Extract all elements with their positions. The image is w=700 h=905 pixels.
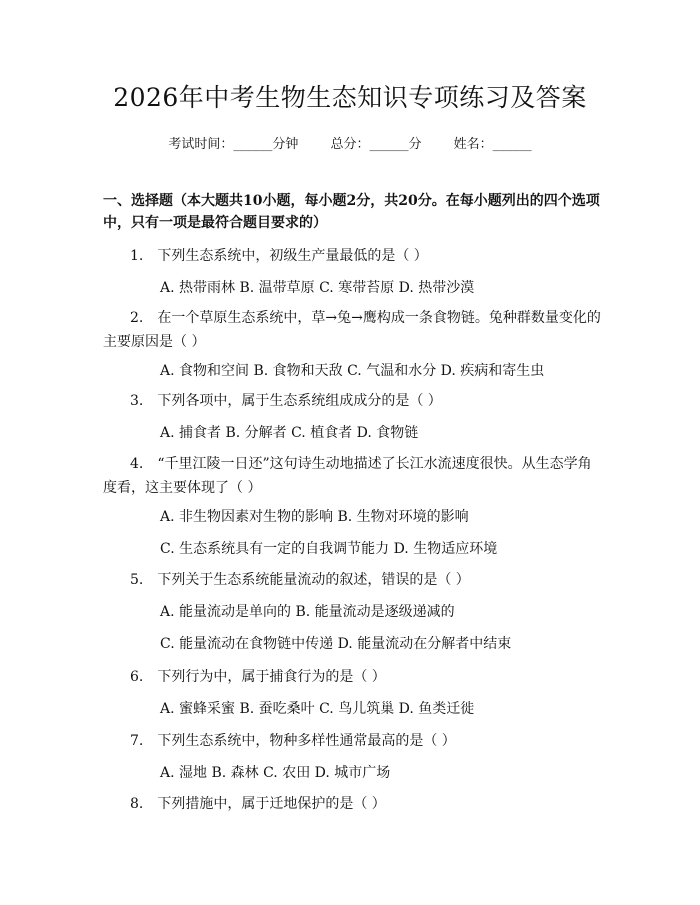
document-title: 2026年中考生物生态知识专项练习及答案 <box>113 83 587 112</box>
question-7-options: A. 湿地 B. 森林 C. 农田 D. 城市广场 <box>160 765 391 781</box>
question-5-options-line-2: C. 能量流动在食物链中传递 D. 能量流动在分解者中结束 <box>160 636 512 652</box>
question-5-options-line-1: A. 能量流动是单向的 B. 能量流动是逐级递减的 <box>160 604 455 620</box>
question-4: 4. “千里江陵一日还”这句诗生动地描述了长江水流速度很快。从生态学角度看，这主要体现了（ ） <box>103 456 592 496</box>
student-name: 姓名：______ <box>453 137 532 152</box>
question-7: 7. 下列生态系统中，物种多样性通常最高的是（ ） <box>130 733 456 749</box>
question-4-options-line-2: C. 生态系统具有一定的自我调节能力 D. 生物适应环境 <box>160 541 498 557</box>
question-3-options: A. 捕食者 B. 分解者 C. 植食者 D. 食物链 <box>160 425 419 441</box>
question-3: 3. 下列各项中，属于生态系统组成成分的是（ ） <box>130 393 442 409</box>
question-8: 8. 下列措施中，属于迁地保护的是（ ） <box>130 796 386 812</box>
exam-meta <box>0 133 700 152</box>
question-4-options-line-1: A. 非生物因素对生物的影响 B. 生物对环境的影响 <box>160 509 469 525</box>
total-score: 总分：______分 <box>330 137 422 152</box>
question-5: 5. 下列关于生态系统能量流动的叙述，错误的是（ ） <box>130 572 470 588</box>
question-6: 6. 下列行为中，属于捕食行为的是（ ） <box>130 669 386 685</box>
question-1-options: A. 热带雨林 B. 温带草原 C. 寒带苔原 D. 热带沙漠 <box>160 280 475 296</box>
question-2: 2. 在一个草原生态系统中，草→兔→鹰构成一条食物链。兔种群数量变化的主要原因是（ ） <box>103 310 601 350</box>
exam-time: 考试时间：______分钟 <box>168 137 299 152</box>
question-6-options: A. 蜜蜂采蜜 B. 蚕吃桑叶 C. 鸟儿筑巢 D. 鱼类迁徙 <box>160 701 475 717</box>
question-2-options: A. 食物和空间 B. 食物和天敌 C. 气温和水分 D. 疾病和寄生虫 <box>160 363 545 379</box>
question-1: 1. 下列生态系统中，初级生产量最低的是（ ） <box>130 248 428 264</box>
section-heading: 一、选择题（本大题共10小题，每小题2分，共20分。在每小题列出的四个选项中，只有一项是最符合题目要求的） <box>103 193 600 231</box>
